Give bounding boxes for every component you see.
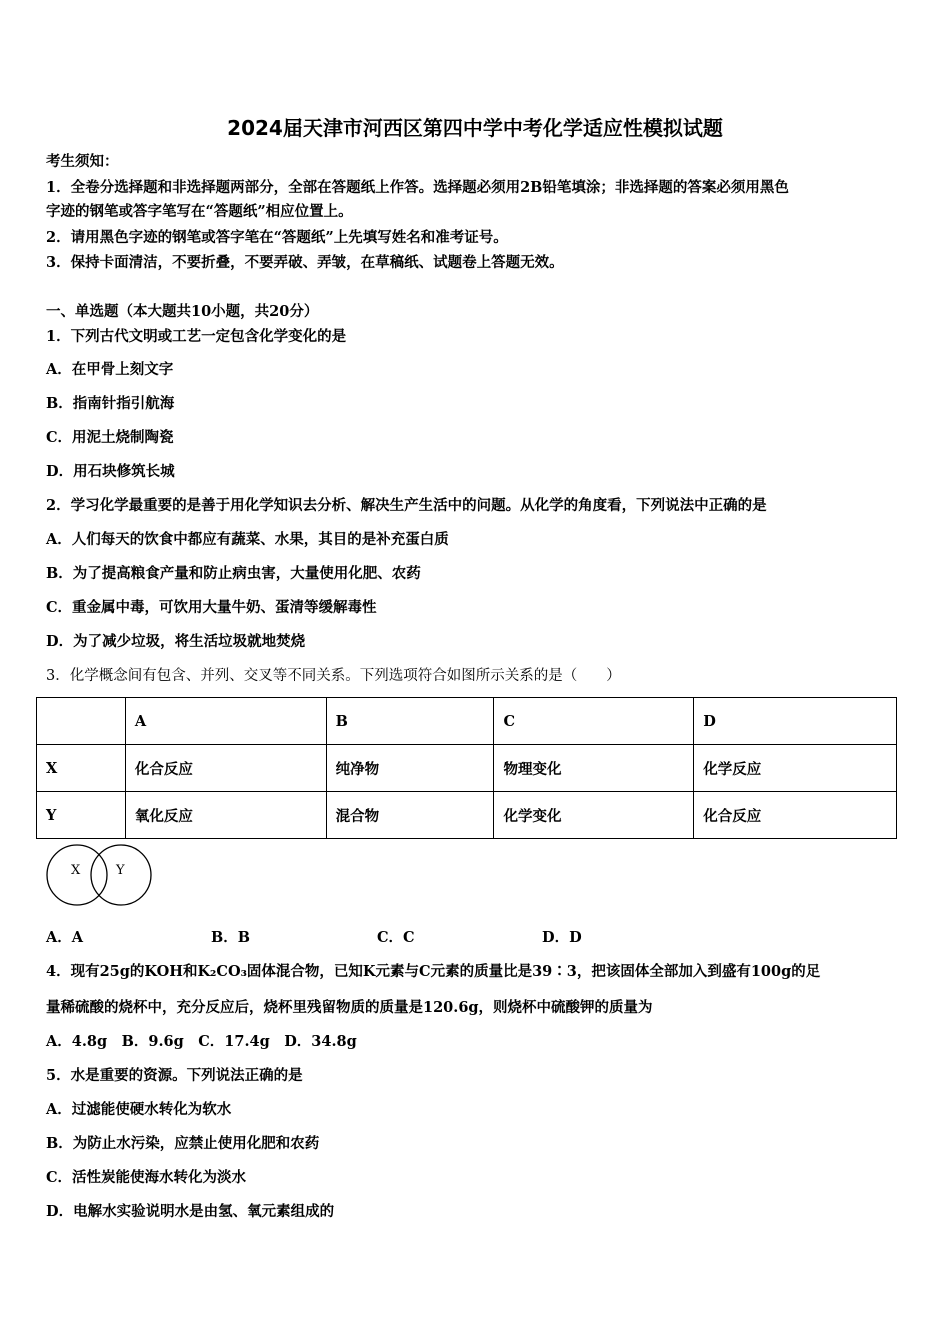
table-cell: 化合反应 [694,792,897,839]
q2-option-c: C．重金属中毒，可饮用大量牛奶、蛋清等缓解毒性 [46,599,377,616]
q2-stem: 2．学习化学最重要的是善于用化学知识去分析、解决生产生活中的问题。从化学的角度看，下列说法中正确的是 [46,497,767,514]
page-title: 2024届天津市河西区第四中学中考化学适应性模拟试题 [227,116,723,140]
q4-line-2: 量稀硫酸的烧杯中，充分反应后，烧杯里残留物质的质量是120.6g，则烧杯中硫酸钾的质量为 [46,999,653,1016]
table-cell: C [494,698,694,745]
notice-heading: 考生须知： [46,153,119,170]
q4-line-1: 4．现有25g的KOH和K₂CO₃固体混合物，已知K元素与C元素的质量比是39∶3，把该固体全部加入到盛有100g的足 [46,963,821,980]
table-cell: 化合反应 [125,745,326,792]
q1-option-a: A．在甲骨上刻文字 [46,361,174,378]
table-cell: 混合物 [326,792,494,839]
table-cell: B [326,698,494,745]
table-row-y [37,792,897,839]
table-cell: A [125,698,326,745]
table-cell: 纯净物 [326,745,494,792]
table-cell: Y [37,792,126,839]
q5-option-c: C．活性炭能使海水转化为淡水 [46,1169,247,1186]
q1-option-d: D．用石块修筑长城 [46,463,175,480]
q1-option-c: C．用泥土烧制陶瓷 [46,429,174,446]
notice-item-3: 3．保持卡面清洁，不要折叠，不要弄破、弄皱，在草稿纸、试题卷上答题无效。 [46,254,564,271]
q1-option-b: B．指南针指引航海 [46,395,175,412]
q5-option-a: A．过滤能使硬水转化为软水 [46,1101,232,1118]
q3-stem: 3．化学概念间有包含、并列、交叉等不同关系。下列选项符合如图所示关系的是（ ） [46,668,621,684]
q3-option-d: D．D [542,929,582,946]
q2-option-a: A．人们每天的饮食中都应有蔬菜、水果，其目的是补充蛋白质 [46,531,449,548]
notice-item-1-line-1: 1．全卷分选择题和非选择题两部分，全部在答题纸上作答。选择题必须用2B铅笔填涂；非选择题的答案必须用黑色 [46,179,789,196]
q2-option-b: B．为了提高粮食产量和防止病虫害，大量使用化肥、农药 [46,565,421,582]
q2-option-d: D．为了减少垃圾，将生活垃圾就地焚烧 [46,633,306,650]
q5-option-b: B．为防止水污染，应禁止使用化肥和农药 [46,1135,320,1152]
q3-option-a: A．A [46,929,84,946]
table-row-x [37,745,897,792]
q3-option-c: C．C [377,929,415,946]
table-cell: 物理变化 [494,745,694,792]
q1-stem: 1．下列古代文明或工艺一定包含化学变化的是 [46,328,347,345]
notice-item-1-line-2: 字迹的钢笔或答字笔写在“答题纸”相应位置上。 [46,203,353,220]
q4-options: A．4.8g B．9.6g C．17.4g D．34.8g [46,1033,357,1050]
venn-label-x: X [71,863,81,878]
venn-label-y: Y [116,863,125,878]
venn-diagram [44,842,156,908]
q5-option-d: D．电解水实验说明水是由氢、氧元素组成的 [46,1203,335,1220]
q5-stem: 5．水是重要的资源。下列说法正确的是 [46,1067,303,1084]
table-header-row [37,698,897,745]
section-heading: 一、单选题（本大题共10小题，共20分） [46,303,319,320]
table-cell [37,698,126,745]
q3-option-b: B．B [211,929,251,946]
table-cell: 化学变化 [494,792,694,839]
table-cell: 化学反应 [694,745,897,792]
q3-table [36,697,897,839]
notice-item-2: 2．请用黑色字迹的钢笔或答字笔在“答题纸”上先填写姓名和准考证号。 [46,229,508,246]
table-cell: X [37,745,126,792]
table-cell: D [694,698,897,745]
table-cell: 氧化反应 [125,792,326,839]
